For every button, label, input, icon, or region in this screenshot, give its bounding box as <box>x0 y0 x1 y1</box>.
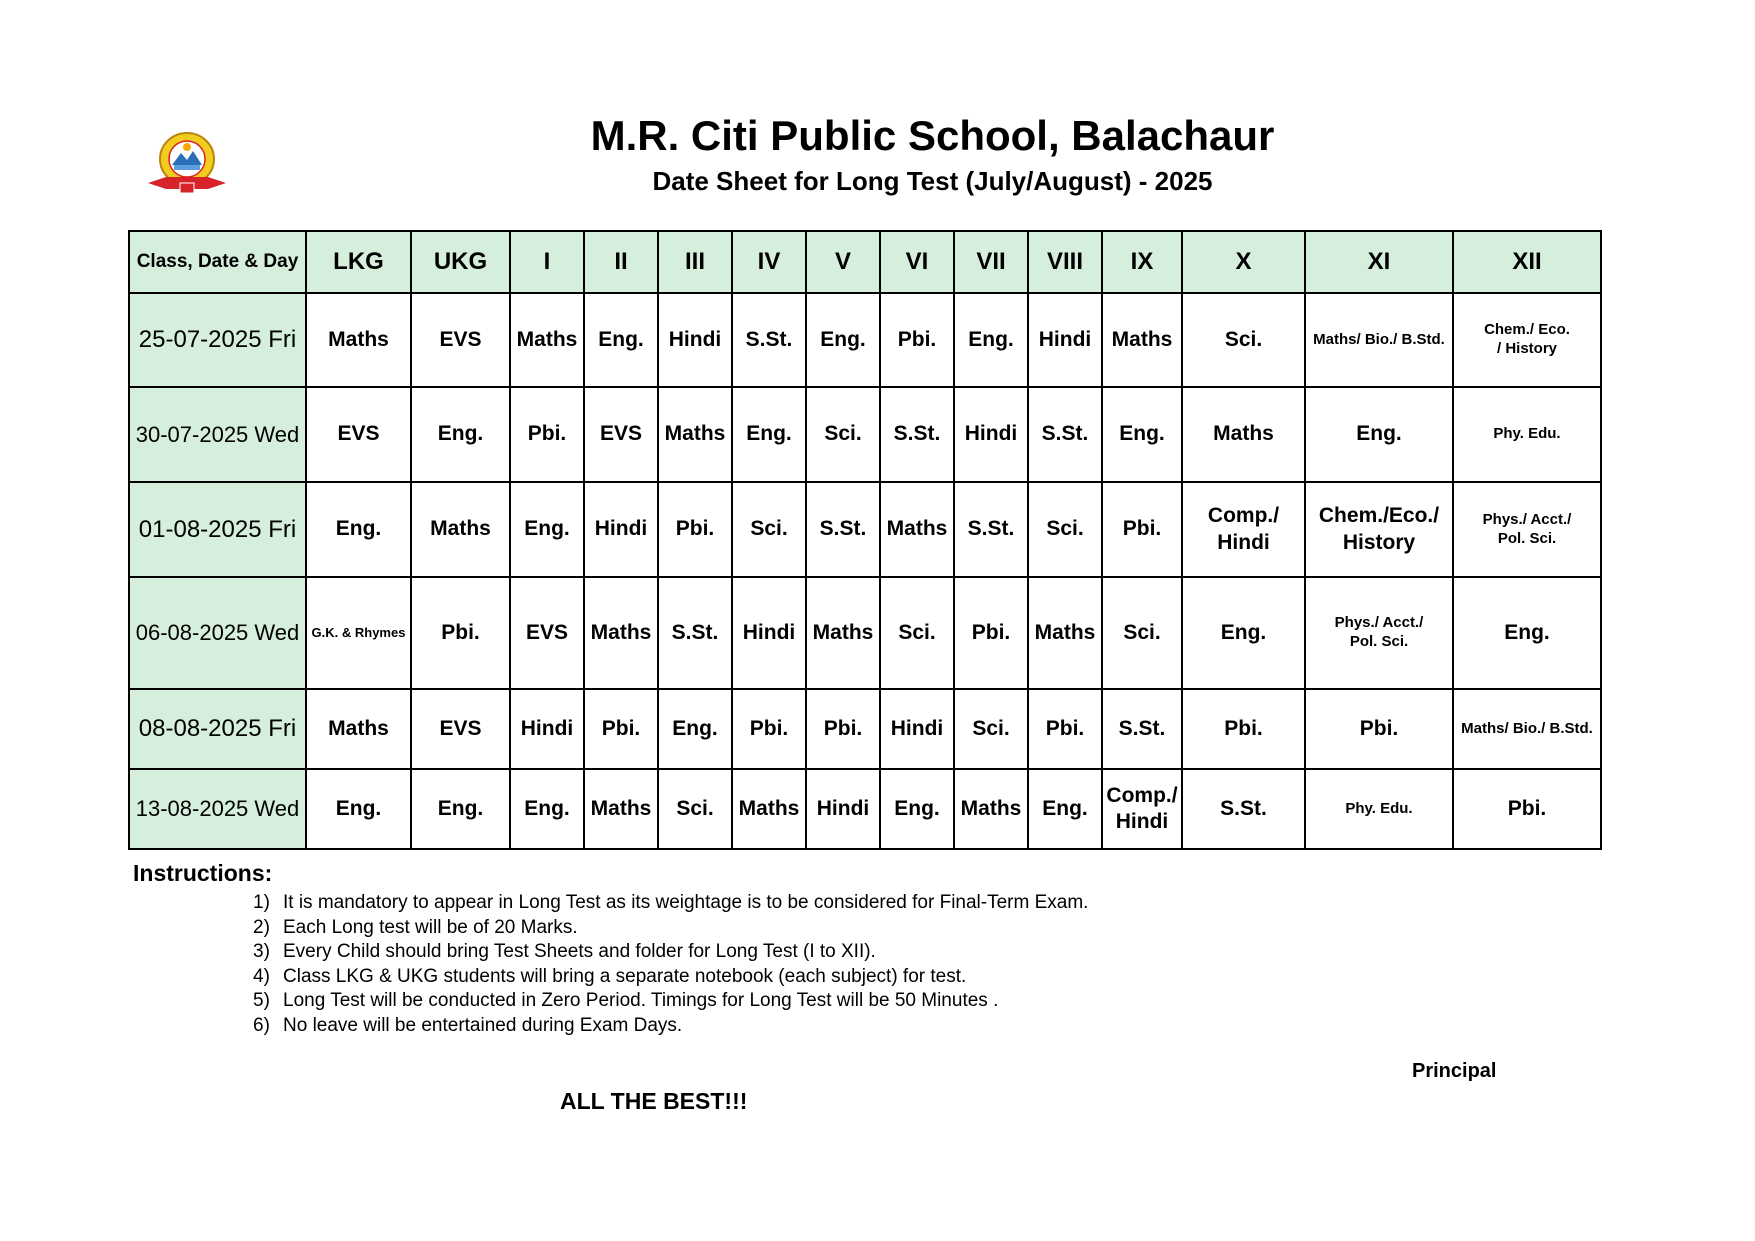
subject-cell: Maths <box>306 689 411 769</box>
subject-cell: Eng. <box>658 689 732 769</box>
subject-cell: Hindi <box>510 689 584 769</box>
table-row <box>129 769 1601 849</box>
subject-cell: Maths <box>510 293 584 387</box>
subject-cell: S.St. <box>732 293 806 387</box>
subject-cell: Hindi <box>732 577 806 689</box>
subject-cell: Sci. <box>806 387 880 482</box>
instruction-item: 2) Each Long test will be of 20 Marks. <box>253 916 578 938</box>
subject-cell: EVS <box>510 577 584 689</box>
subject-cell: Phys./ Acct./ Pol. Sci. <box>1305 577 1453 689</box>
subject-cell: Eng. <box>880 769 954 849</box>
subject-cell: Maths <box>411 482 510 577</box>
closing-message: ALL THE BEST!!! <box>560 1088 748 1114</box>
subject-cell: G.K. & Rhymes <box>306 577 411 689</box>
subject-cell: Eng. <box>1182 577 1305 689</box>
subject-cell: Sci. <box>658 769 732 849</box>
subject-cell: Comp./ Hindi <box>1102 769 1182 849</box>
subject-cell: Maths <box>1028 577 1102 689</box>
subject-cell: Eng. <box>1102 387 1182 482</box>
subject-cell: Hindi <box>806 769 880 849</box>
instruction-item: 6) No leave will be entertained during Exam Days. <box>253 1014 683 1036</box>
instruction-item: 5) Long Test will be conducted in Zero Period. Timings for Long Test will be 50 Minutes . <box>253 990 999 1012</box>
class-header: IV <box>732 231 806 293</box>
subject-cell: Sci. <box>954 689 1028 769</box>
subject-cell: Maths <box>584 769 658 849</box>
subject-cell: EVS <box>411 689 510 769</box>
subject-cell: Maths <box>658 387 732 482</box>
subject-cell: Eng. <box>806 293 880 387</box>
subject-cell: Sci. <box>1028 482 1102 577</box>
subject-cell: S.St. <box>806 482 880 577</box>
subject-cell: S.St. <box>1028 387 1102 482</box>
date-cell: 08-08-2025 Fri <box>129 689 306 769</box>
subject-cell: Sci. <box>1102 577 1182 689</box>
class-header: I <box>510 231 584 293</box>
subject-cell: S.St. <box>954 482 1028 577</box>
subject-cell: Pbi. <box>1102 482 1182 577</box>
subject-cell: Hindi <box>954 387 1028 482</box>
subject-cell: Phy. Edu. <box>1305 769 1453 849</box>
subject-cell: S.St. <box>1102 689 1182 769</box>
subject-cell: Eng. <box>510 769 584 849</box>
class-header: XI <box>1305 231 1453 293</box>
date-sheet-table <box>128 230 1602 850</box>
subject-cell: Eng. <box>1305 387 1453 482</box>
subject-cell: Pbi. <box>1028 689 1102 769</box>
subject-cell: Pbi. <box>584 689 658 769</box>
subject-cell: Hindi <box>1028 293 1102 387</box>
subject-cell: Maths <box>1102 293 1182 387</box>
subject-cell: Maths <box>732 769 806 849</box>
class-header: III <box>658 231 732 293</box>
date-cell: 06-08-2025 Wed <box>129 577 306 689</box>
subject-cell: EVS <box>306 387 411 482</box>
subject-cell: Comp./ Hindi <box>1182 482 1305 577</box>
class-header: VIII <box>1028 231 1102 293</box>
subject-cell: Eng. <box>306 769 411 849</box>
subject-cell: Maths <box>880 482 954 577</box>
subject-cell: EVS <box>411 293 510 387</box>
class-header: LKG <box>306 231 411 293</box>
table-row <box>129 387 1601 482</box>
subject-cell: Pbi. <box>1453 769 1601 849</box>
subject-cell: Eng. <box>510 482 584 577</box>
table-row <box>129 577 1601 689</box>
subject-cell: Maths/ Bio./ B.Std. <box>1453 689 1601 769</box>
subject-cell: Maths <box>306 293 411 387</box>
subject-cell: Eng. <box>584 293 658 387</box>
subject-cell: Pbi. <box>806 689 880 769</box>
subject-cell: Phys./ Acct./ Pol. Sci. <box>1453 482 1601 577</box>
subject-cell: Pbi. <box>1305 689 1453 769</box>
subject-cell: Eng. <box>954 293 1028 387</box>
class-header: VII <box>954 231 1028 293</box>
date-cell: 13-08-2025 Wed <box>129 769 306 849</box>
school-name: M.R. Citi Public School, Balachaur <box>590 112 1275 159</box>
subject-cell: Hindi <box>658 293 732 387</box>
subject-cell: S.St. <box>1182 769 1305 849</box>
subject-cell: Hindi <box>584 482 658 577</box>
subject-cell: Pbi. <box>411 577 510 689</box>
subject-cell: Sci. <box>732 482 806 577</box>
subject-cell: Maths <box>584 577 658 689</box>
class-header: V <box>806 231 880 293</box>
instruction-item: 3) Every Child should bring Test Sheets and folder for Long Test (I to XII). <box>253 941 876 963</box>
class-header: IX <box>1102 231 1182 293</box>
class-header: X <box>1182 231 1305 293</box>
subject-cell: Eng. <box>306 482 411 577</box>
subject-cell: Pbi. <box>732 689 806 769</box>
date-cell: 30-07-2025 Wed <box>129 387 306 482</box>
instructions-heading: Instructions: <box>133 860 273 886</box>
subject-cell: Pbi. <box>954 577 1028 689</box>
subject-cell: Maths/ Bio./ B.Std. <box>1305 293 1453 387</box>
instructions-list <box>253 891 1088 1039</box>
subject-cell: Eng. <box>732 387 806 482</box>
class-header: XII <box>1453 231 1601 293</box>
class-header: UKG <box>411 231 510 293</box>
class-header: VI <box>880 231 954 293</box>
principal-signature-label: Principal <box>1412 1060 1497 1082</box>
subject-cell: Maths <box>954 769 1028 849</box>
subject-cell: Pbi. <box>1182 689 1305 769</box>
subject-cell: Pbi. <box>510 387 584 482</box>
instruction-item: 1) It is mandatory to appear in Long Test as its weightage is to be considered for Final-Term Exam. <box>253 892 1089 913</box>
subject-cell: Pbi. <box>658 482 732 577</box>
date-sheet-subtitle: Date Sheet for Long Test (July/August) - 2025 <box>652 166 1213 196</box>
header-row <box>129 231 1601 293</box>
table-row <box>129 293 1601 387</box>
date-cell: 01-08-2025 Fri <box>129 482 306 577</box>
subject-cell: Eng. <box>1453 577 1601 689</box>
subject-cell: Chem./Eco./ History <box>1305 482 1453 577</box>
corner-header: Class, Date & Day <box>129 231 306 293</box>
subject-cell: Pbi. <box>880 293 954 387</box>
subject-cell: EVS <box>584 387 658 482</box>
subject-cell: Sci. <box>1182 293 1305 387</box>
table-row <box>129 689 1601 769</box>
subject-cell: Maths <box>1182 387 1305 482</box>
subject-cell: S.St. <box>658 577 732 689</box>
subject-cell: Eng. <box>1028 769 1102 849</box>
subject-cell: Hindi <box>880 689 954 769</box>
instruction-item: 4) Class LKG & UKG students will bring a separate notebook (each subject) for test. <box>253 965 967 987</box>
subject-cell: Maths <box>806 577 880 689</box>
subject-cell: Eng. <box>411 387 510 482</box>
table-row <box>129 482 1601 577</box>
subject-cell: S.St. <box>880 387 954 482</box>
subject-cell: Chem./ Eco. / History <box>1453 293 1601 387</box>
class-header: II <box>584 231 658 293</box>
subject-cell: Sci. <box>880 577 954 689</box>
subject-cell: Phy. Edu. <box>1453 387 1601 482</box>
subject-cell: Eng. <box>411 769 510 849</box>
date-cell: 25-07-2025 Fri <box>129 293 306 387</box>
